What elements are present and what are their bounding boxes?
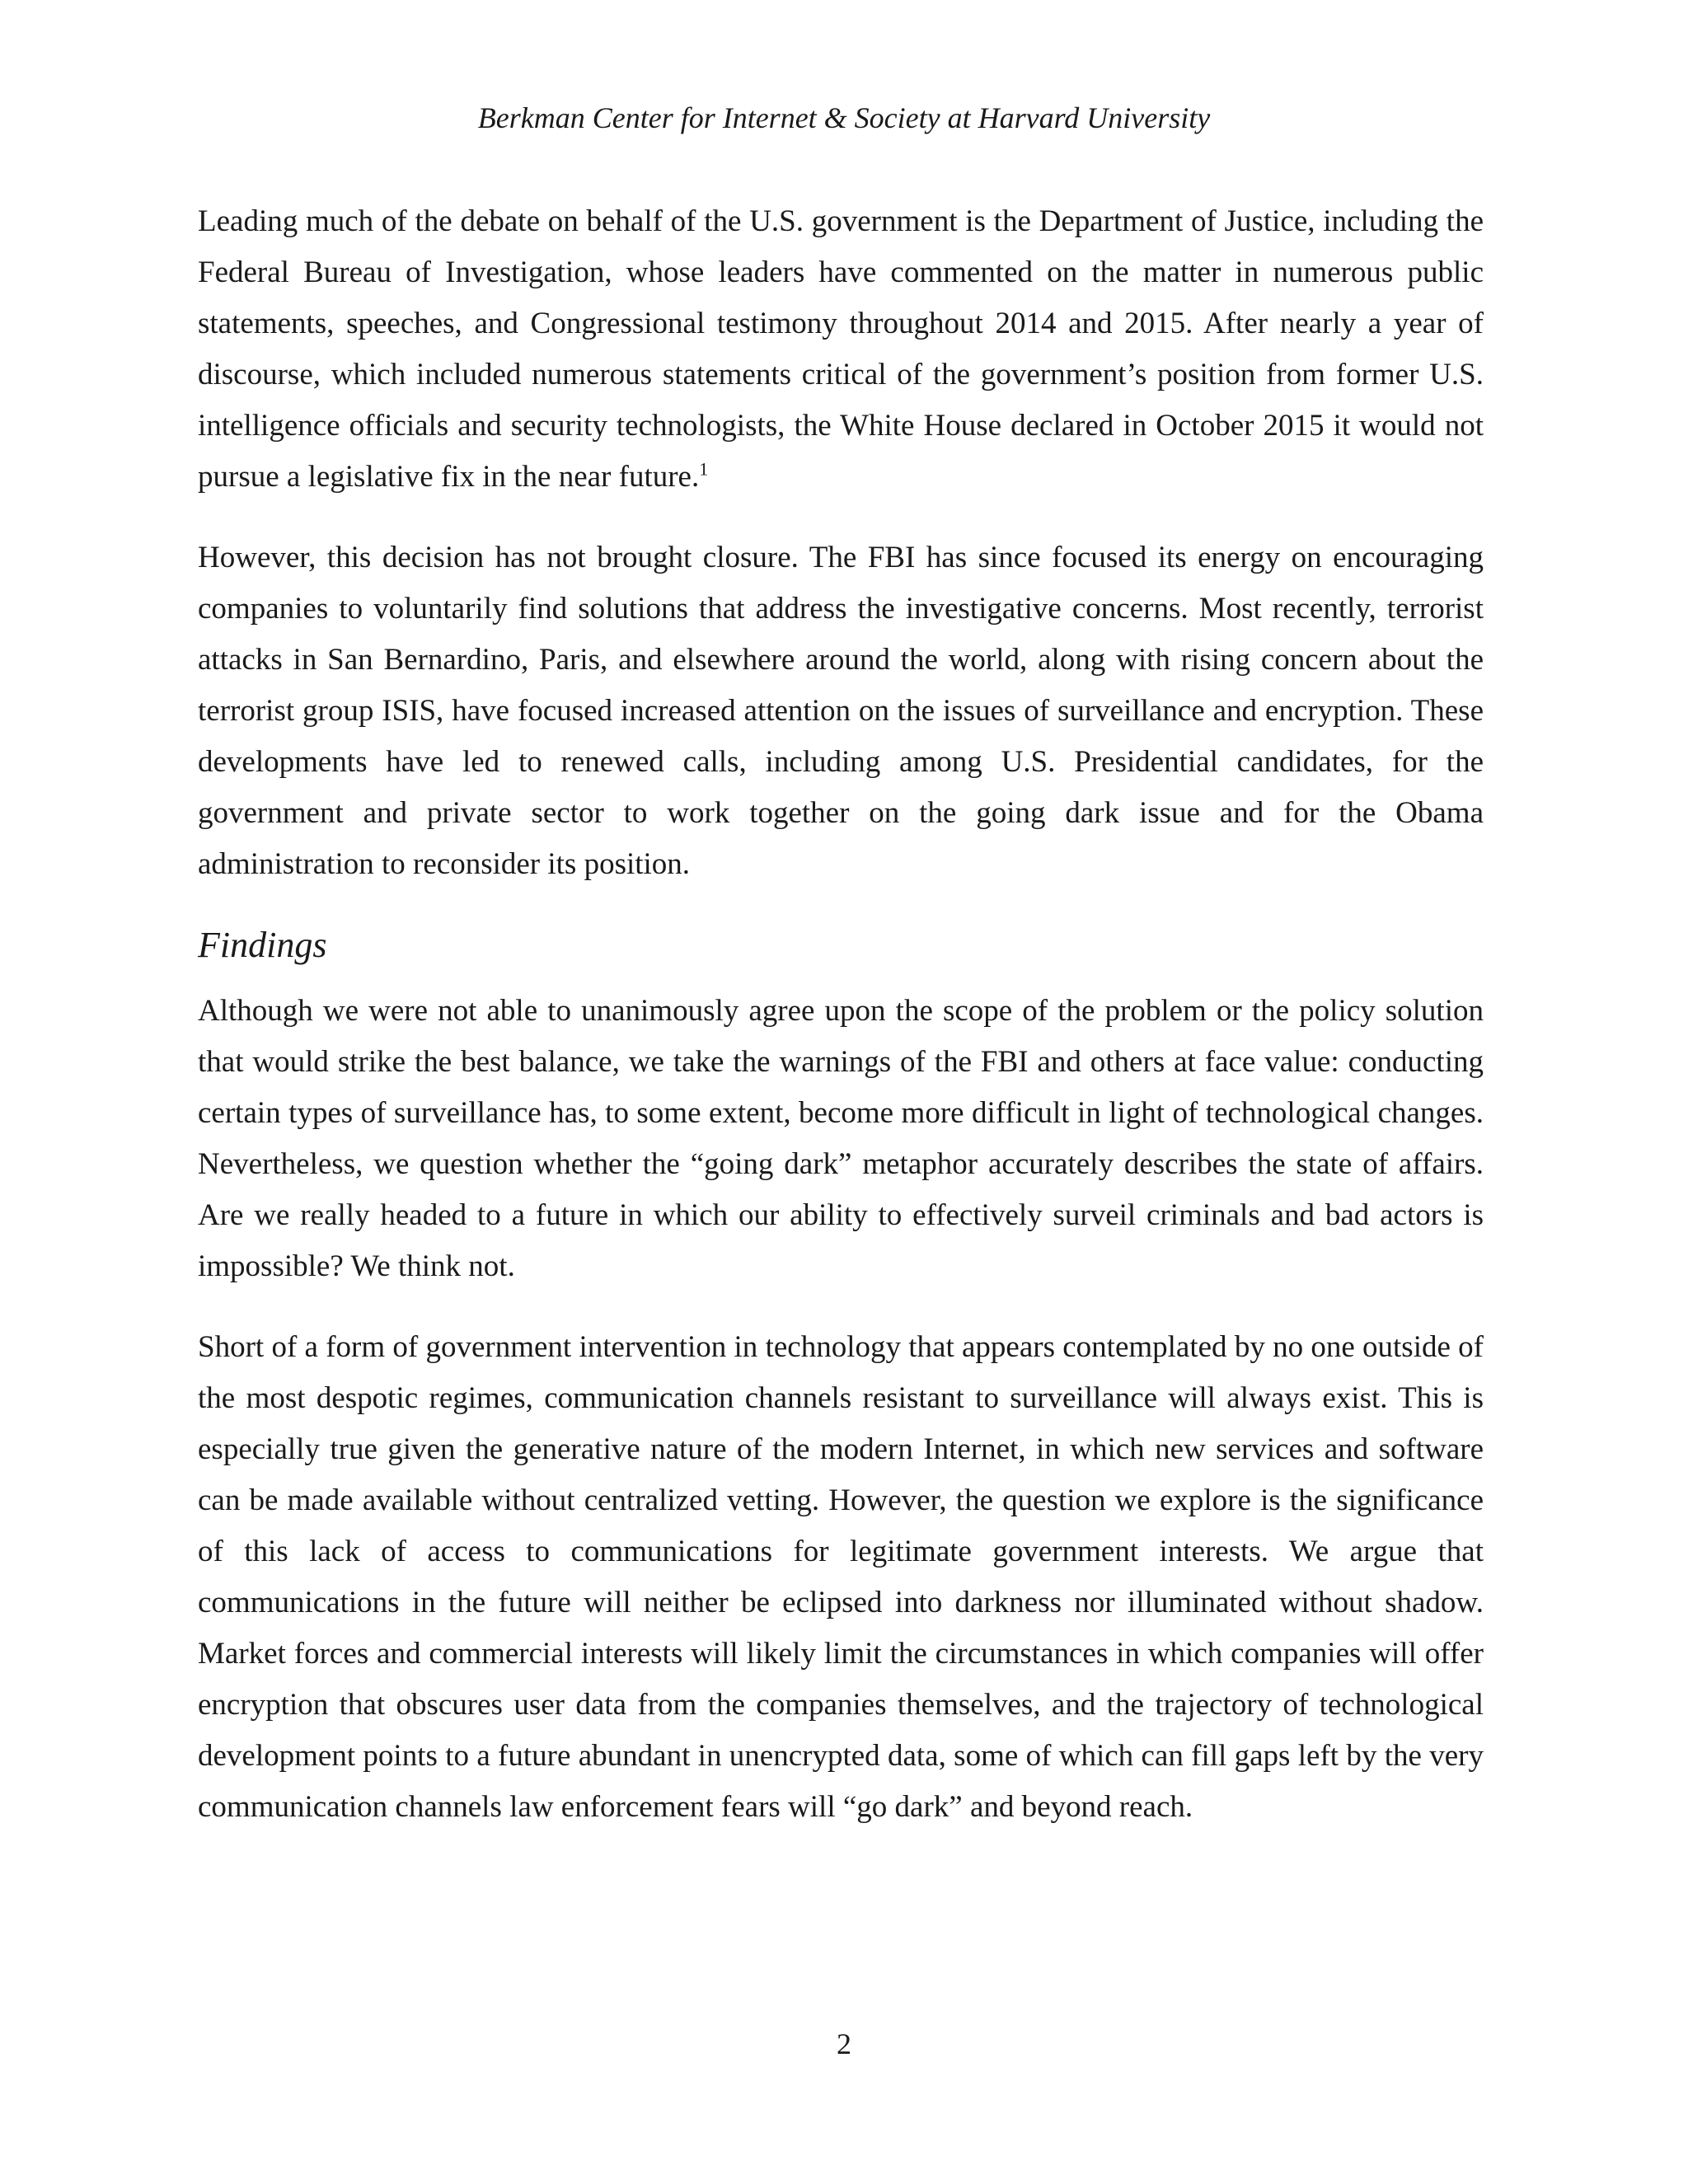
body-text (198, 196, 1484, 1863)
footnote-marker[interactable]: 1 (699, 458, 709, 480)
paragraph-doj-debate (198, 196, 1484, 503)
running-header: Berkman Center for Internet & Society at Harvard University (477, 101, 1211, 134)
paragraph-text: Leading much of the debate on behalf of the U.S. government is the Department of Justice, including the Federal Bureau of Investigation, whose leaders have commented on the matter in numerous public statements, speeches, and Congressional testimony throughout 2014 and 2015. After nearly a year of discourse, which included numerous statements critical of the government’s position from former U.S. intelligence officials and security technologists, the White House declared in October 2015 it would not pursue a legislative fix in the near future. (198, 204, 1484, 494)
paragraph-no-closure: However, this decision has not brought closure. The FBI has since focused its energy on encouraging companies to voluntarily find solutions that address the investigative concerns. Most recently, terrorist attacks in San Bernardino, Paris, and elsewhere around the world, along with rising concern about the terrorist group ISIS, have focused increased attention on the issues of surveillance and encryption. These developments have led to renewed calls, including among U.S. Presidential candidates, for the government and private sector to work together on the going dark issue and for the Obama administration to reconsider its position. (198, 541, 1484, 881)
page-number: 2 (837, 2027, 851, 2060)
paragraph-communication-channels: Short of a form of government intervention in technology that appears contemplated by no one outside of the most despotic regimes, communication channels resistant to surveillance will always exist. This is especially true given the generative nature of the modern Internet, in which new services and software can be made available without centralized vetting. However, the question we explore is the significance of this lack of access to communications for legitimate government interests. We argue that communications in the future will neither be eclipsed into darkness nor illuminated without shadow. Market forces and commercial interests will likely limit the circumstances in which companies will offer encryption that obscures user data from the companies themselves, and the trajectory of technological development points to a future abundant in unencrypted data, some of which can fill gaps left by the very communication channels law enforcement fears will “go dark” and beyond reach. (198, 1330, 1484, 1824)
paragraph-findings-intro: Although we were not able to unanimously agree upon the scope of the problem or the policy solution that would strike the best balance, we take the warnings of the FBI and others at face value: conducting certain types of surveillance has, to some extent, become more difficult in light of technological changes. Nevertheless, we question whether the “going dark” metaphor accurately describes the state of affairs. Are we really headed to a future in which our ability to effectively surveil criminals and bad actors is impossible? We think not. (198, 994, 1484, 1283)
section-heading-findings: Findings (198, 925, 327, 965)
